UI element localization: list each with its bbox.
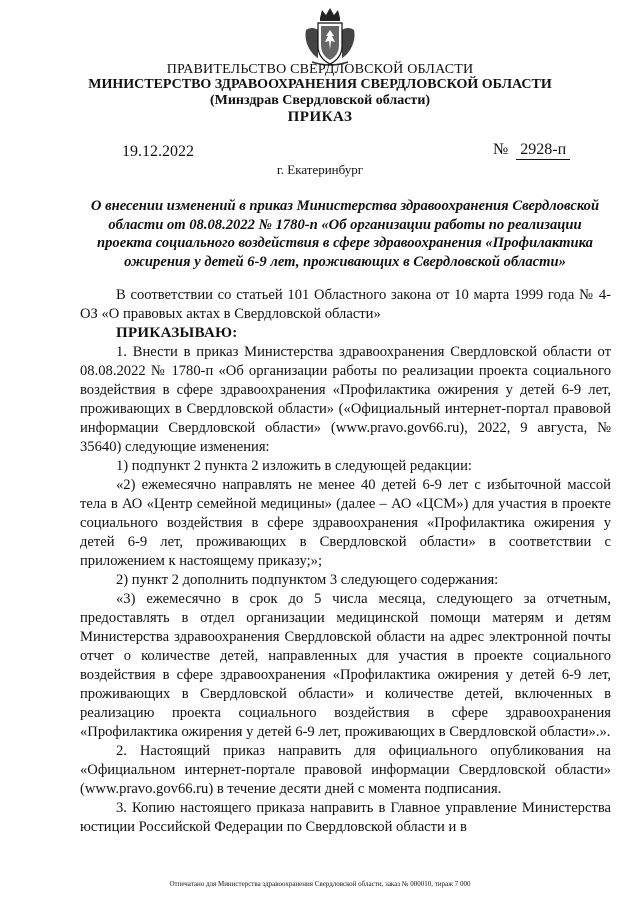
- government-name: ПРАВИТЕЛЬСТВО СВЕРДЛОВСКОЙ ОБЛАСТИ: [166, 62, 474, 77]
- paragraph-1: 1. Внести в приказ Министерства здравоохранения Свердловской области от 08.08.2022 № 1780-п «Об организации работы по реализации проекта социального воздействия в сфере здравоохранения «Профилактика ожирения у детей 6-9 лет, проживающих в Свердловской области» («Официальный интернет-портал правовой информации Свердловской области» (www.pravo.gov66.ru), 2022, 9 августа, № 35640) следующие изменения:: [80, 344, 611, 455]
- coat-of-arms-icon: [300, 6, 360, 68]
- subparagraph-1-1-text: «2) ежемесячно направлять не менее 40 детей 6-9 лет с избыточной массой тела в АО «Центр семейной медицины» (далее – АО «ЦСМ») для участия в проекте социального воздействия в сфере здравоохранения «Профилактика ожирения у детей 6-9 лет, проживающих в Свердловской области» в соответствии с приложением к настоящему приказу;»;: [80, 477, 611, 569]
- intro-paragraph: В соответствии со статьей 101 Областного закона от 10 марта 1999 года № 4-ОЗ «О правовых актах в Свердловской области»: [80, 287, 611, 322]
- number-value: 2928-п: [516, 141, 570, 160]
- number-sign: №: [493, 141, 509, 158]
- paragraph-2: 2. Настоящий приказ направить для официального опубликования на «Официальном интернет-портале правовой информации Свердловской области» (www.pravo.gov66.ru) в течение десяти дней с момента подписания.: [80, 743, 611, 797]
- order-title: О внесении изменений в приказ Министерства здравоохранения Свердловской области от 08.08.2022 № 1780-п «Об организации работы по реализации проекта социального воздействия в сфере здравоохранения «Профилактика ожирения у детей 6-9 лет, проживающих в Свердловской области»: [90, 198, 600, 271]
- orders-word: ПРИКАЗЫВАЮ:: [116, 325, 238, 341]
- subparagraph-1-2: 2) пункт 2 дополнить подпунктом 3 следующего содержания:: [116, 572, 499, 588]
- document-type: ПРИКАЗ: [287, 109, 353, 125]
- order-date: 19.12.2022: [122, 143, 194, 160]
- paragraph-3: 3. Копию настоящего приказа направить в Главное управление Министерства юстиции Российской Федерации по Свердловской области и в: [80, 800, 611, 835]
- ministry-short-name: (Минздрав Свердловской области): [209, 93, 431, 108]
- order-number: [493, 141, 570, 160]
- city-name: г. Екатеринбург: [276, 162, 364, 177]
- ministry-name: МИНИСТЕРСТВО ЗДРАВООХРАНЕНИЯ СВЕРДЛОВСКОЙ ОБЛАСТИ: [88, 77, 552, 92]
- order-body: [80, 286, 611, 837]
- subparagraph-1-2-text: «3) ежемесячно в срок до 5 числа месяца, следующего за отчетным, предоставлять в отдел организации медицинской помощи матерям и детям Министерства здравоохранения Свердловской области на адрес электронной почты отчет о количестве детей, направленных для участия в проекте социального воздействия в сфере здравоохранения «Профилактика ожирения у детей 6-9 лет, проживающих в Свердловской области» и количестве детей, включенных в реализацию проекта социального воздействия в сфере здравоохранения «Профилактика ожирения у детей 6-9 лет, проживающих в Свердловской области».».: [80, 591, 611, 740]
- subparagraph-1-1: 1) подпункт 2 пункта 2 изложить в следующей редакции:: [116, 458, 472, 474]
- print-footer: Отпечатано для Министерства здравоохранения Свердловской области, заказ № 000010, тираж 7 000: [169, 880, 471, 888]
